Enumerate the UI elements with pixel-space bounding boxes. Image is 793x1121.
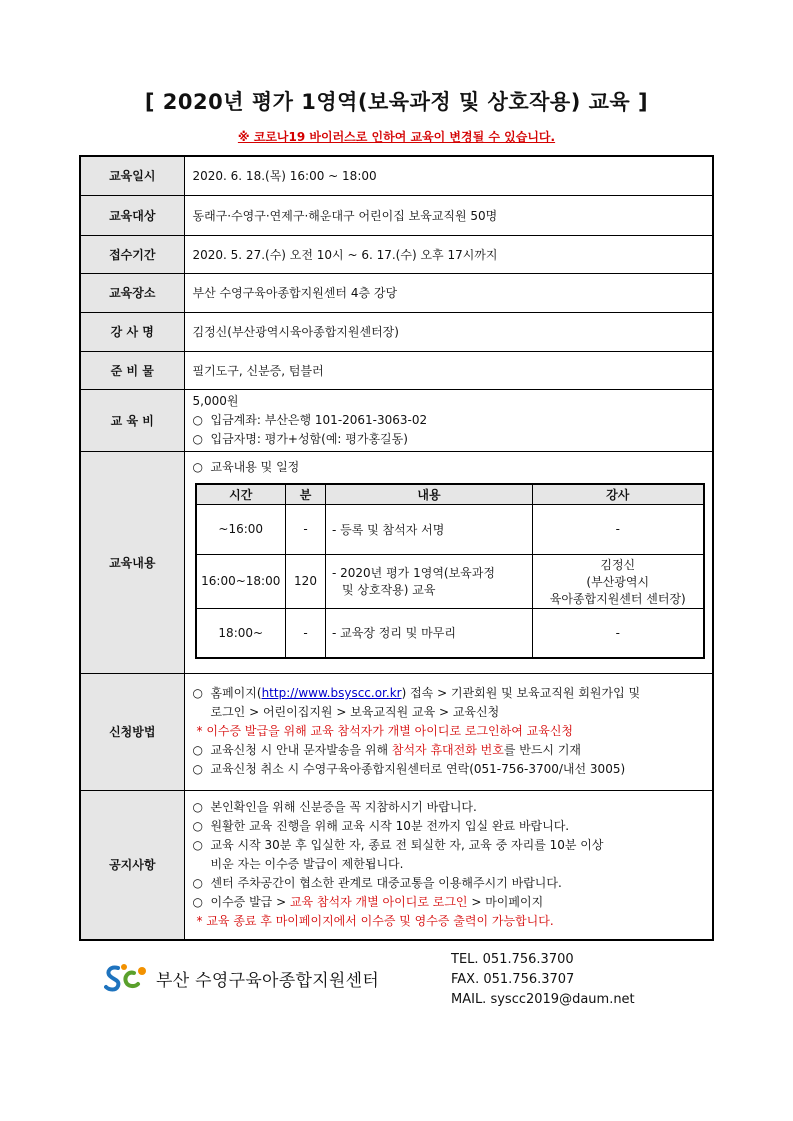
note-line-6: * 교육 종료 후 마이페이지에서 이수증 및 영수증 출력이 가능합니다. <box>196 914 554 929</box>
schedule-lecturer: - <box>533 504 704 554</box>
apply-line-2: * 이수증 발급을 위해 교육 참석자가 개별 아이디로 로그인하여 교육신청 <box>196 724 574 738</box>
bullet-icon: ○ <box>192 431 203 446</box>
info-table <box>79 155 714 941</box>
value-lecturer: 김정신(부산광역시육아종합지원센터장) <box>184 312 713 351</box>
apply-line-3: ○ 교육신청 시 안내 문자발송을 위해 참석자 휴대전화 번호를 반드시 기재 <box>193 741 705 760</box>
row-place <box>80 273 713 312</box>
schedule-lecturer-line: (부산광역시 <box>586 574 650 589</box>
schedule-desc: - 등록 및 참석자 서명 <box>326 504 533 554</box>
note-line-1: ○ 본인확인을 위해 신분증을 꼭 지참하시기 바랍니다. <box>193 798 705 817</box>
bullet-icon: ○ <box>192 762 203 776</box>
row-content <box>80 451 713 673</box>
schedule-lecturer-line: 육아종합지원센터 센터장) <box>549 591 686 606</box>
schedule-time: 16:00~18:00 <box>196 554 286 608</box>
note-line-4: ○ 센터 주차공간이 협소한 관계로 대중교통을 이용해주시기 바랍니다. <box>193 874 705 893</box>
schedule-lecturer: - <box>533 608 704 658</box>
row-date <box>80 156 713 195</box>
contact-mail: MAIL. syscc2019@daum.net <box>451 992 635 1007</box>
note-line-5: ○ 이수증 발급 > 교육 참석자 개별 아이디로 로그인 > 마이페이지 <box>193 893 705 912</box>
value-notes <box>184 790 713 940</box>
bullet-icon: ○ <box>192 838 203 853</box>
label-period: 접수기간 <box>80 235 184 273</box>
covid-notice: ※ 코로나19 바이러스로 인하여 교육이 변경될 수 있습니다. <box>237 130 556 144</box>
schedule-lecturer-line: 김정신 <box>600 557 636 572</box>
bullet-icon: ○ <box>192 819 203 834</box>
schedule-row <box>196 554 704 608</box>
bullet-icon: ○ <box>192 800 203 815</box>
logo-icon <box>104 963 148 993</box>
bullet-icon: ○ <box>192 686 203 700</box>
value-content <box>184 451 713 673</box>
value-target: 동래구·수영구·연제구·해운대구 어린이집 보육교직원 50명 <box>184 195 713 235</box>
row-target <box>80 195 713 235</box>
label-lecturer: 강 사 명 <box>80 312 184 351</box>
homepage-link[interactable]: http://www.bsyscc.or.kr <box>261 686 402 700</box>
schedule-time: 18:00~ <box>196 608 286 658</box>
center-logo <box>104 963 379 993</box>
schedule-time: ~16:00 <box>196 504 286 554</box>
schedule-desc-line: 및 상호작용) 교육 <box>342 583 436 597</box>
label-date: 교육일시 <box>80 156 184 195</box>
label-supplies: 준 비 물 <box>80 351 184 389</box>
row-supplies <box>80 351 713 389</box>
schedule-desc <box>326 554 533 608</box>
apply-line-4: ○ 교육신청 취소 시 수영구육아종합지원센터로 연락(051-756-3700/내선 3005) <box>193 760 705 779</box>
note-line-3: ○ 교육 시작 30분 후 입실한 자, 종료 전 퇴실한 자, 교육 중 자리를 10분 이상 <box>193 836 705 855</box>
center-name: 부산 수영구육아종합지원센터 <box>156 970 380 991</box>
apply-line-1-cont: 로그인 > 어린이집지원 > 보육교직원 교육 > 교육신청 <box>210 705 500 719</box>
apply-line-1: ○ 홈페이지(http://www.bsyscc.or.kr) 접속 > 기관회원 및 보육교직원 회원가입 및 <box>193 684 705 703</box>
schedule-header <box>196 484 704 505</box>
schedule-min: - <box>286 608 326 658</box>
bullet-icon: ○ <box>192 412 203 427</box>
fee-amount: 5,000원 <box>192 393 239 408</box>
value-supplies: 필기도구, 신분증, 텀블러 <box>184 351 713 389</box>
page-title: [ 2020년 평가 1영역(보육과정 및 상호작용) 교육 ] <box>144 90 649 114</box>
bullet-icon: ○ <box>192 743 203 757</box>
row-period <box>80 235 713 273</box>
schedule-desc: - 교육장 정리 및 마무리 <box>326 608 533 658</box>
label-target: 교육대상 <box>80 195 184 235</box>
value-place: 부산 수영구육아종합지원센터 4층 강당 <box>184 273 713 312</box>
label-notes: 공지사항 <box>80 790 184 940</box>
row-notes <box>80 790 713 940</box>
schedule-lecturer <box>533 554 704 608</box>
contact-fax: FAX. 051.756.3707 <box>451 972 575 987</box>
schedule-min: - <box>286 504 326 554</box>
schedule-row <box>196 608 704 658</box>
label-place: 교육장소 <box>80 273 184 312</box>
col-min: 분 <box>286 484 326 505</box>
label-fee: 교 육 비 <box>80 389 184 451</box>
bullet-icon: ○ <box>192 895 203 910</box>
note-line-3-cont: 비운 자는 이수증 발급이 제한됩니다. <box>210 857 404 872</box>
row-fee <box>80 389 713 451</box>
value-apply <box>184 673 713 790</box>
contact-info <box>451 950 635 1010</box>
schedule-table <box>195 483 705 660</box>
fee-depositor: ○ 입금자명: 평가+성함(예: 평가홍길동) <box>193 430 705 449</box>
col-time: 시간 <box>196 484 286 505</box>
row-apply <box>80 673 713 790</box>
value-date: 2020. 6. 18.(목) 16:00 ~ 18:00 <box>184 156 713 195</box>
schedule-min: 120 <box>286 554 326 608</box>
label-content: 교육내용 <box>80 451 184 673</box>
col-lecturer: 강사 <box>533 484 704 505</box>
fee-account: ○ 입금계좌: 부산은행 101-2061-3063-02 <box>193 411 705 430</box>
col-desc: 내용 <box>326 484 533 505</box>
value-fee <box>184 389 713 451</box>
label-apply: 신청방법 <box>80 673 184 790</box>
schedule-row <box>196 504 704 554</box>
bullet-icon: ○ <box>192 459 203 474</box>
note-line-2: ○ 원활한 교육 진행을 위해 교육 시작 10분 전까지 입실 완료 바랍니다. <box>193 817 705 836</box>
bullet-icon: ○ <box>192 876 203 891</box>
contact-tel: TEL. 051.756.3700 <box>451 952 574 967</box>
content-heading: ○ 교육내용 및 일정 <box>193 458 705 477</box>
schedule-desc-line: - 2020년 평가 1영역(보육과정 <box>332 566 495 580</box>
row-lecturer <box>80 312 713 351</box>
value-period: 2020. 5. 27.(수) 오전 10시 ~ 6. 17.(수) 오후 17시까지 <box>184 235 713 273</box>
